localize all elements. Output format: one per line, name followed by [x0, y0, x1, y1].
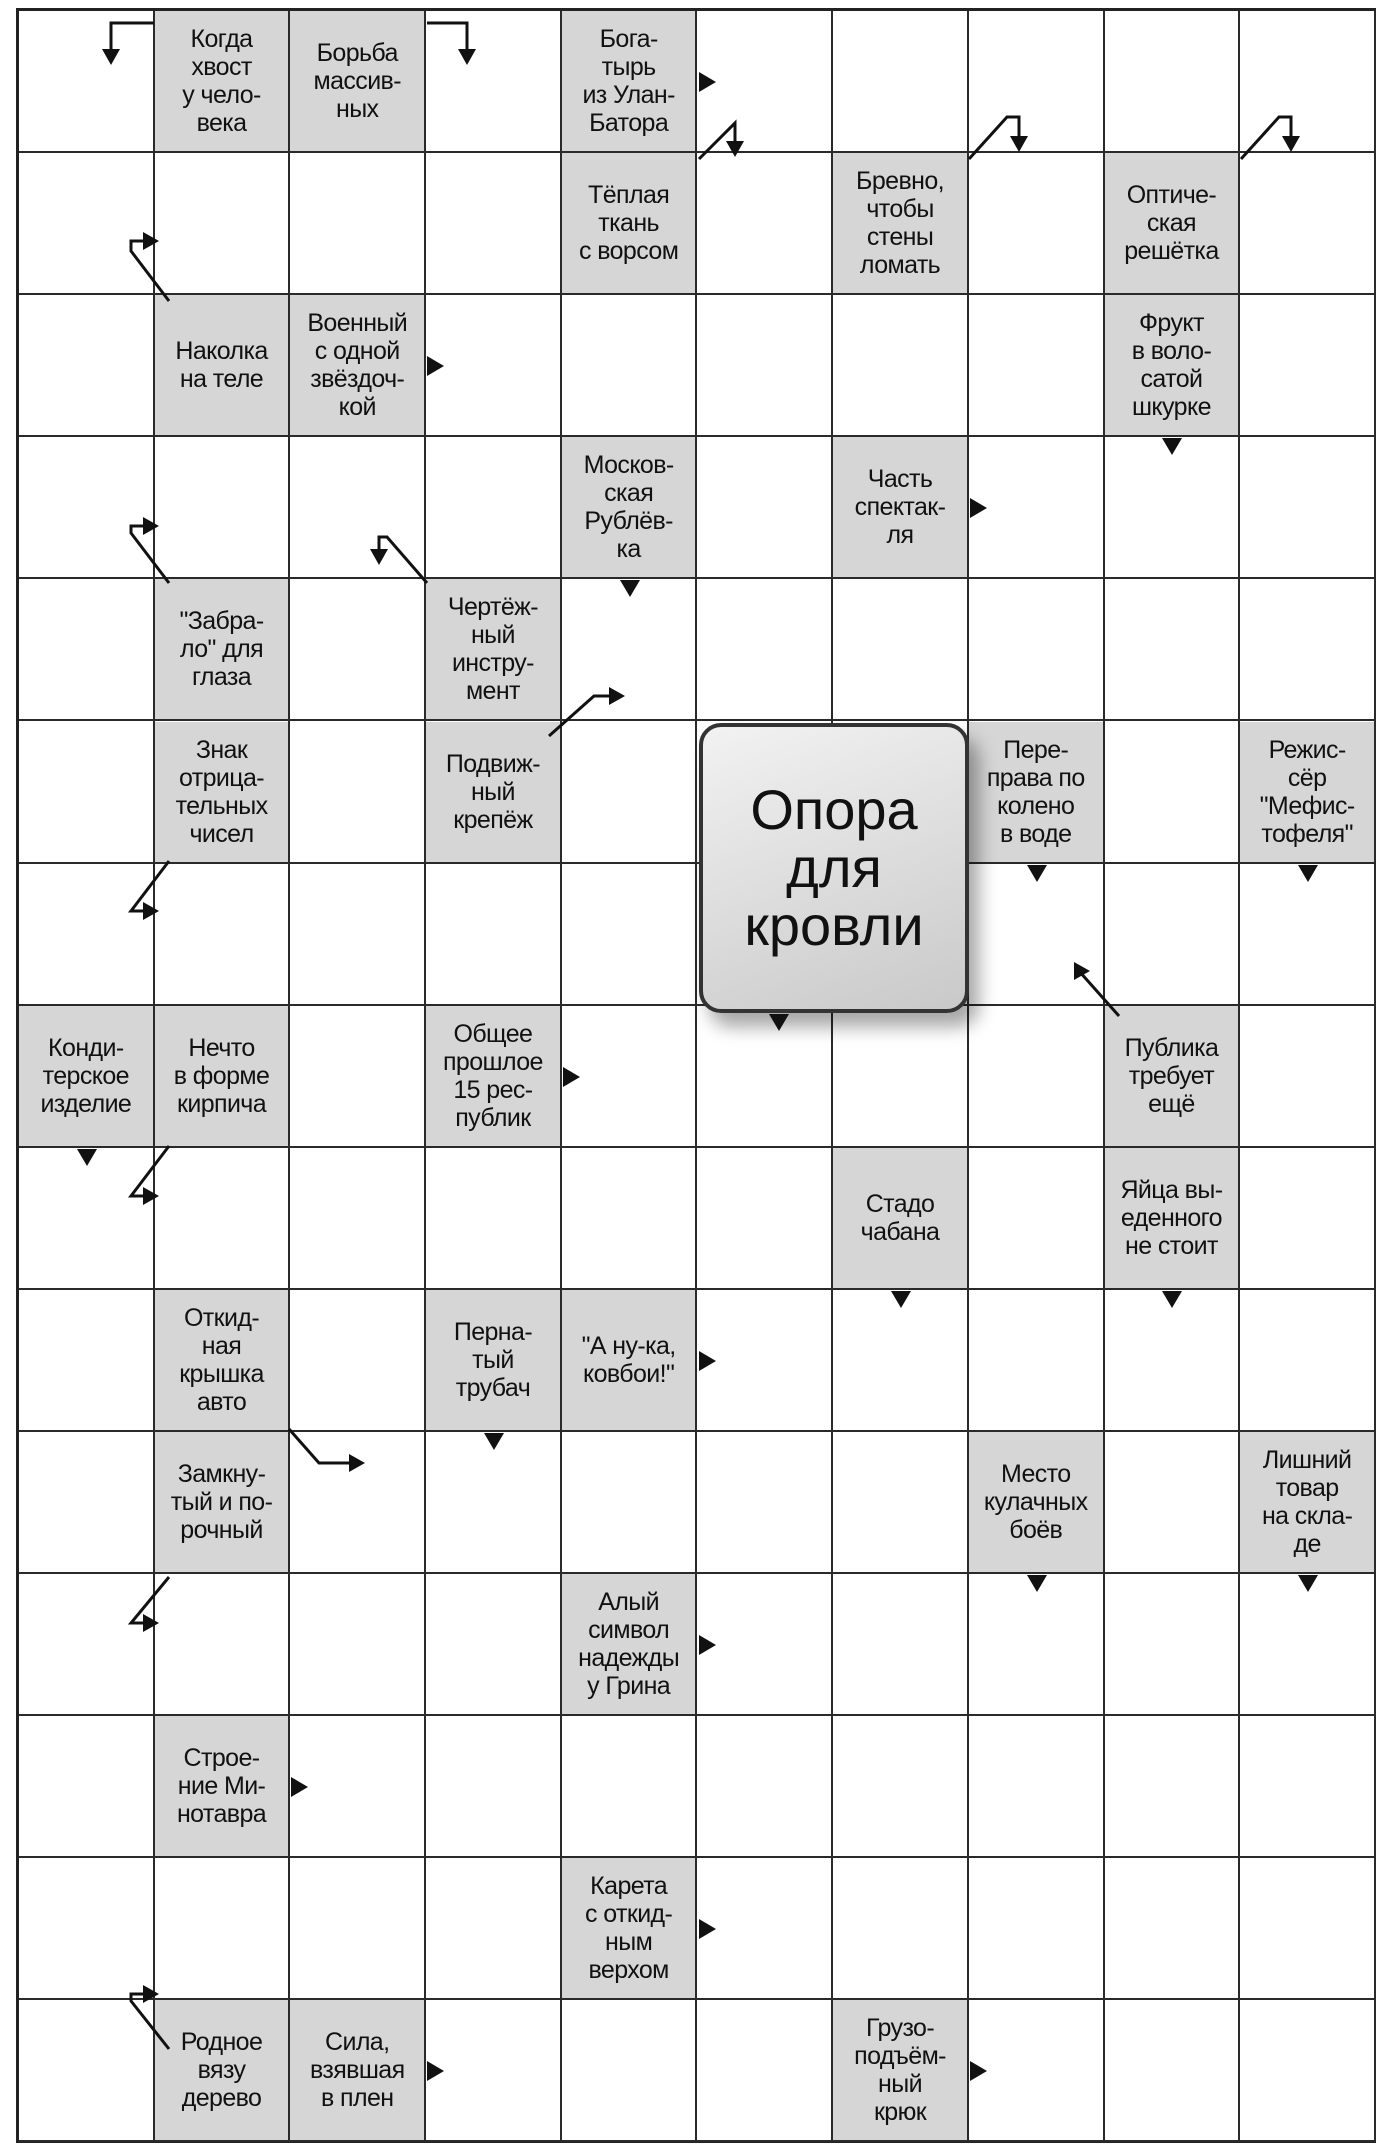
clue-cell: Бревно, чтобы стены ломать [833, 153, 969, 295]
clue-cell: Алый символ надежды у Грина [562, 1574, 698, 1716]
bent-arrow-right [131, 1985, 169, 2049]
clue-cell: Борьба массив- ных [290, 11, 426, 153]
clue-cell: Наколка на теле [155, 295, 291, 437]
clue-cell: Часть спектак- ля [833, 437, 969, 579]
clue-cell: Нечто в форме кирпича [155, 1006, 291, 1148]
clue-cell: Стадо чабана [833, 1148, 969, 1290]
bent-arrow-down [102, 23, 154, 65]
center-clue-arrow-down [769, 1014, 789, 1031]
clue-cell: Знак отрица- тельных чисел [155, 722, 291, 864]
clue-cell: Когда хвост у чело- века [155, 11, 291, 153]
clue-cell: Пере- права по колено в воде [969, 722, 1105, 864]
bent-arrow-right [131, 861, 169, 920]
clue-cell: Замкну- тый и по- рочный [155, 1432, 291, 1574]
bent-arrow-right [289, 1429, 365, 1472]
bent-arrow-down [427, 23, 476, 65]
clue-cell: Карета с откид- ным верхом [562, 1858, 698, 2000]
clue-cell: Конди- терское изделие [19, 1006, 155, 1148]
clue-cell: Грузо- подъём- ный крюк [833, 2000, 969, 2142]
bent-arrow-right [131, 1146, 169, 1205]
clue-cell: Бога- тырь из Улан- Батора [562, 11, 698, 153]
clue-cell: Место кулачных боёв [969, 1432, 1105, 1574]
clue-cell: Москов- ская Рублёв- ка [562, 437, 698, 579]
clue-cell: Режис- сёр "Мефис- тофеля" [1240, 722, 1376, 864]
bent-arrow-right [549, 687, 625, 736]
crossword-board [16, 8, 1376, 2143]
clue-cell: Родное вязу дерево [155, 2000, 291, 2142]
bent-arrow-right [1074, 962, 1119, 1016]
clue-cell: Фрукт в воло- сатой шкурке [1105, 295, 1241, 437]
clue-cell: Общее прошлое 15 рес- публик [426, 1006, 562, 1148]
bent-arrow-down [1241, 117, 1300, 159]
center-clue-box: Опора для кровли [699, 723, 969, 1013]
bent-arrow-down [699, 123, 744, 159]
clue-cell: Чертёж- ный инстру- мент [426, 579, 562, 721]
clue-cell: Подвиж- ный крепёж [426, 722, 562, 864]
clue-cell: Откид- ная крышка авто [155, 1290, 291, 1432]
clue-cell: Лишний товар на скла- де [1240, 1432, 1376, 1574]
clue-cell: Яйца вы- еденного не стоит [1105, 1148, 1241, 1290]
clue-cell: Публика требует ещё [1105, 1006, 1241, 1148]
bent-arrow-down [370, 537, 427, 583]
clue-cell: Перна- тый трубач [426, 1290, 562, 1432]
clue-cell: Тёплая ткань с ворсом [562, 153, 698, 295]
clue-cell: Строе- ние Ми- нотавра [155, 1716, 291, 1858]
clue-cell: Военный с одной звёздоч- кой [290, 295, 426, 437]
clue-cell: "А ну-ка, ковбои!" [562, 1290, 698, 1432]
clue-cell: Сила, взявшая в плен [290, 2000, 426, 2142]
bent-arrow-right [131, 232, 169, 301]
bent-arrow-right [131, 517, 169, 583]
bent-arrow-layer [19, 11, 1379, 2146]
bent-arrow-right [131, 1577, 169, 1632]
clue-cell: Оптиче- ская решётка [1105, 153, 1241, 295]
clue-cell: "Забра- ло" для глаза [155, 579, 291, 721]
bent-arrow-down [969, 117, 1028, 159]
